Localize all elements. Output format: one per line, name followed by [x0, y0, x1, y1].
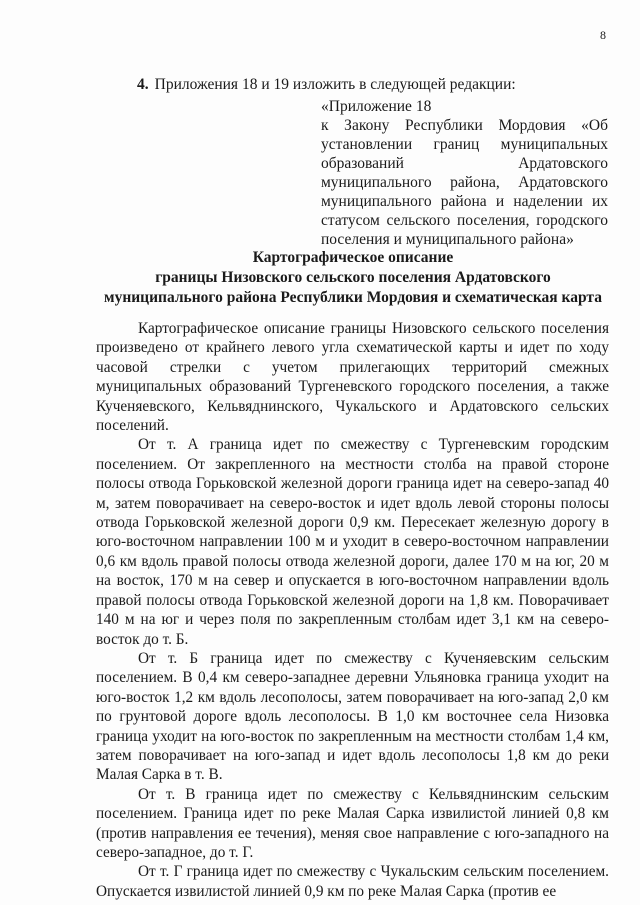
heading-line-2: границы Низовского сельского поселения Ардатовского	[155, 269, 551, 286]
appendix-title: «Приложение 18	[321, 98, 432, 115]
paragraph: От т. Г граница идет по смежеству с Чукальским сельским поселением. Опускается извилистой линией 0,9 км по реке Малая Сарка (против ее	[96, 863, 609, 900]
item-number: 4.	[137, 76, 149, 93]
paragraph: От т. Б граница идет по смежеству с Кученяевским сельским поселением. В 0,4 км северо-западнее деревни Ульяновка граница уходит на юго-восток 1,2 км вдоль лесополосы, затем поворачивает на юго-запад 2,0 км по грунтовой дороге вдоль лесополосы. В 1,0 км восточнее села Низовка граница уходит на юго-восток по закрепленным на местности столбам 1,4 км, затем поворачивает на юго-запад и идет вдоль лесополосы 1,8 км до реки Малая Сарка в т. В.	[96, 649, 609, 784]
item-text: Приложения 18 и 19 изложить в следующей редакции:	[154, 76, 516, 93]
amendment-item	[137, 76, 516, 94]
page-number: 8	[600, 28, 606, 42]
boundary-description	[96, 319, 609, 901]
paragraph: От т. А граница идет по смежеству с Тургеневским городским поселением. От закрепленного на местности столба на правой стороне полосы отвода Горьковской железной дороги граница идет на северо-запад 40 м, затем поворачивает на северо-восток и идет вдоль левой стороны полосы отвода Горьковской железной дороги 0,9 км. Пересекает железную дорогу в юго-восточном направлении 100 м и уходит в северо-восточном направлении 0,6 км вдоль правой полосы отвода железной дороги, далее 170 м на юг, 20 м на восток, 170 м на север и опускается в юго-восточном направлении вдоль правой полосы отвода Горьковской железной дороги на 1,8 км. Поворачивает 140 м на юг и через поля по закрепленным столбам идет 3,1 км на северо-восток до т. Б.	[96, 436, 609, 648]
paragraph: От т. В граница идет по смежеству с Кельвяднинским сельским поселением. Граница идет по реке Малая Сарка извилистой линией 0,8 км (против направления ее течения), меняя свое направление с юго-западного на северо-западное, до т. Г.	[96, 785, 609, 861]
appendix-reference	[321, 97, 608, 249]
appendix-body: к Закону Республики Мордовия «Об установлении границ муниципальных образований Ардатовского муниципального района, Ардатовского муниципального района и наделении их статусом сельского поселения, городского поселения и муниципального района»	[321, 117, 608, 248]
paragraph: Картографическое описание границы Низовского сельского поселения произведено от крайнего левого угла схематической карты и идет по ходу часовой стрелки с учетом прилегающих территорий смежных муниципальных образований Тургеневского городского поселения, а также Кученяевского, Кельвяднинского, Чукальского и Ардатовского сельских поселений.	[96, 320, 609, 435]
heading-line-3: муниципального района Республики Мордовия и схематическая карта	[104, 289, 602, 306]
section-heading	[60, 248, 640, 308]
heading-line-1: Картографическое описание	[252, 249, 454, 266]
